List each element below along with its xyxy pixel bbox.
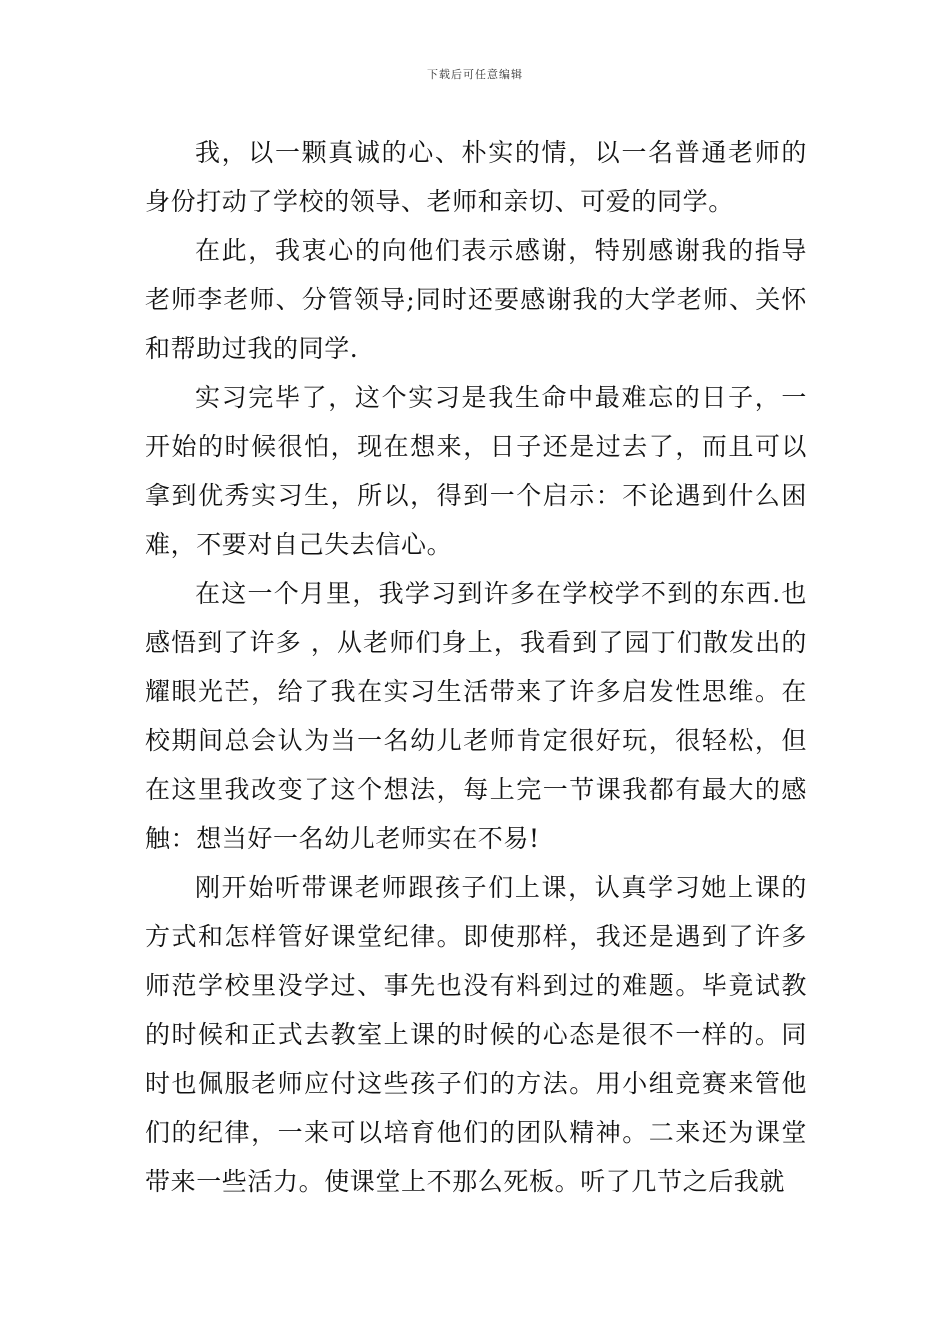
paragraph-5: 刚开始听带课老师跟孩子们上课，认真学习她上课的方式和怎样管好课堂纪律。即使那样，我还是遇到了许多师范学校里没学过、事先也没有料到过的难题。毕竟试教的时候和正式去教室上课的时候的心态是很不一样的。同时也佩服老师应付这些孩子们的方法。用小组竞赛来管他们的纪律，一来可以培育他们的团队精神。二来还为课堂带来一些活力。使课堂上不那么死板。听了几节之后我就 bbox=[145, 873, 807, 1196]
paragraph-1: 我，以一颗真诚的心、朴实的情，以一名普通老师的身份打动了学校的领导、老师和亲切、可爱的同学。 bbox=[145, 138, 807, 216]
document-body bbox=[145, 128, 807, 1206]
paragraph-4: 在这一个月里，我学习到许多在学校学不到的东西.也感悟到了许多 ，从老师们身上，我看到了园丁们散发出的耀眼光芒，给了我在实习生活带来了许多启发性思维。在校期间总会认为当一名幼儿老师肯定很好玩，很轻松，但在这里我改变了这个想法，每上完一节课我都有最大的感触：想当好一名幼儿老师实在不易! bbox=[145, 579, 807, 853]
paragraph-3: 实习完毕了，这个实习是我生命中最难忘的日子，一开始的时候很怕，现在想来，日子还是过去了，而且可以拿到优秀实习生，所以，得到一个启示：不论遇到什么困难，不要对自己失去信心。 bbox=[145, 383, 807, 559]
paragraph-2: 在此，我衷心的向他们表示感谢，特别感谢我的指导老师李老师、分管领导;同时还要感谢我的大学老师、关怀和帮助过我的同学. bbox=[145, 236, 807, 363]
header-note: 下载后可任意编辑 bbox=[427, 68, 523, 81]
